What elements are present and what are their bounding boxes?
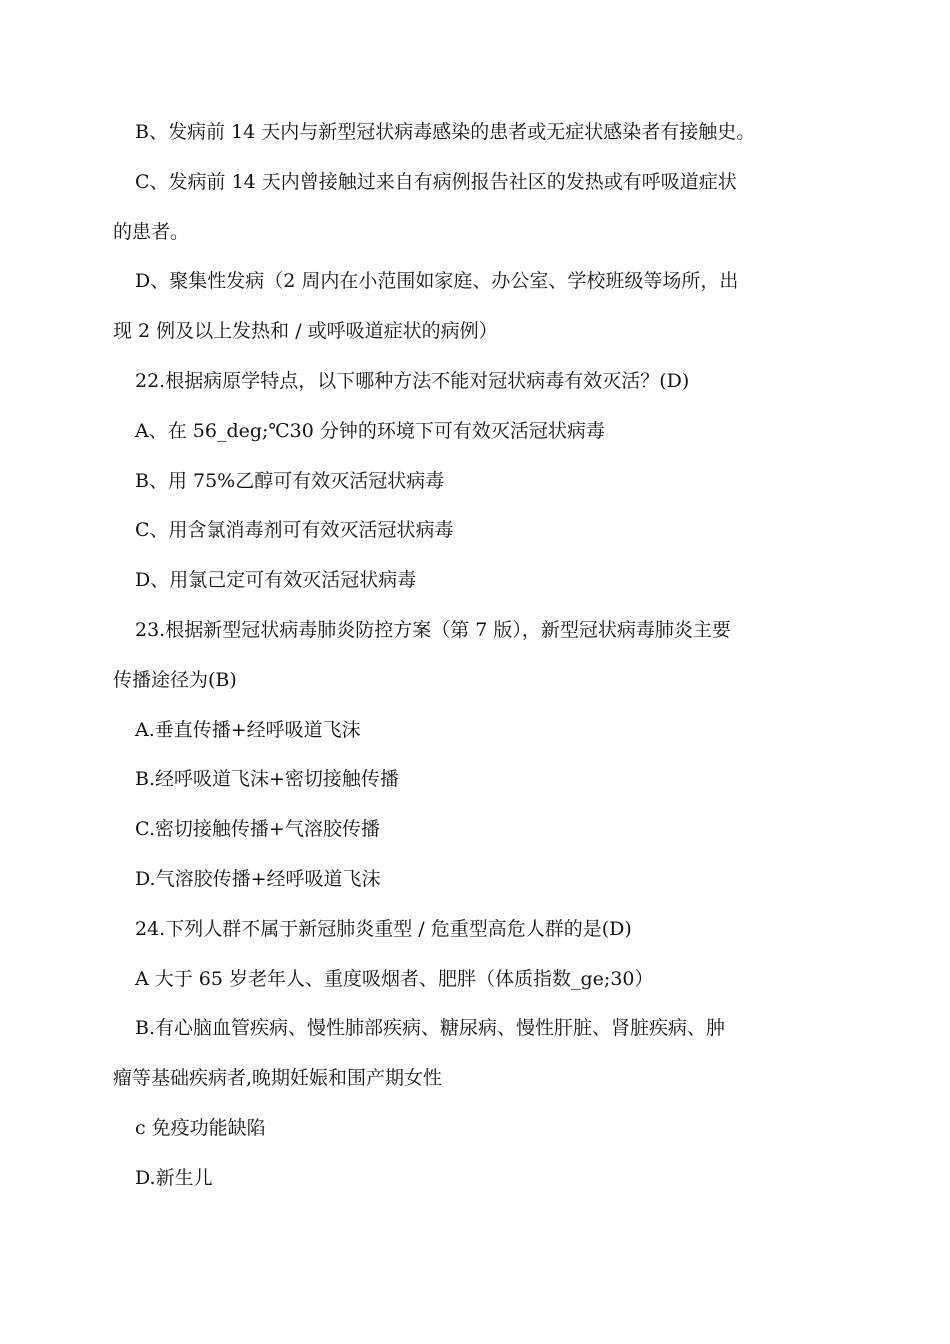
continuation-line: 现 2 例及以上发热和 / 或呼吸道症状的病例） xyxy=(113,320,498,343)
option-line: B、用 75%乙醇可有效灭活冠状病毒 xyxy=(135,469,445,492)
question-line: 23.根据新型冠状病毒肺炎防控方案（第 7 版），新型冠状病毒肺炎主要 xyxy=(135,618,731,641)
question-line: 22.根据病原学特点，以下哪种方法不能对冠状病毒有效灭活？(D) xyxy=(135,369,690,392)
option-line: C.密切接触传播+气溶胶传播 xyxy=(135,818,380,841)
question-line: 24.下列人群不属于新冠肺炎重型 / 危重型高危人群的是(D) xyxy=(135,917,632,940)
option-line: A、在 56_deg;℃30 分钟的环境下可有效灭活冠状病毒 xyxy=(135,419,605,442)
option-line: D、聚集性发病（2 周内在小范围如家庭、办公室、学校班级等场所，出 xyxy=(135,270,739,293)
document-body xyxy=(113,108,839,1204)
continuation-line: 传播途径为(B) xyxy=(113,668,237,691)
option-line: A.垂直传播+经呼吸道飞沫 xyxy=(135,718,361,741)
option-line: C、发病前 14 天内曾接触过来自有病例报告社区的发热或有呼吸道症状 xyxy=(135,170,737,193)
option-line: C、用含氯消毒剂可有效灭活冠状病毒 xyxy=(135,519,454,542)
option-line: c 免疫功能缺陷 xyxy=(135,1116,266,1139)
option-line: B、发病前 14 天内与新型冠状病毒感染的患者或无症状感染者有接触史。 xyxy=(135,121,756,143)
continuation-line: 的患者。 xyxy=(113,220,190,243)
continuation-line: 瘤等基础疾病者,晚期妊娠和围产期女性 xyxy=(113,1067,443,1090)
option-line: A 大于 65 岁老年人、重度吸烟者、肥胖（体质指数_ge;30） xyxy=(135,967,654,990)
option-line: D.新生儿 xyxy=(135,1166,213,1189)
option-line: B.经呼吸道飞沫+密切接触传播 xyxy=(135,768,399,791)
option-line: D、用氯己定可有效灭活冠状病毒 xyxy=(135,569,417,592)
option-line: B.有心脑血管疾病、慢性肺部疾病、糖尿病、慢性肝脏、肾脏疾病、肿 xyxy=(135,1017,726,1040)
option-line: D.气溶胶传播+经呼吸道飞沫 xyxy=(135,867,381,890)
